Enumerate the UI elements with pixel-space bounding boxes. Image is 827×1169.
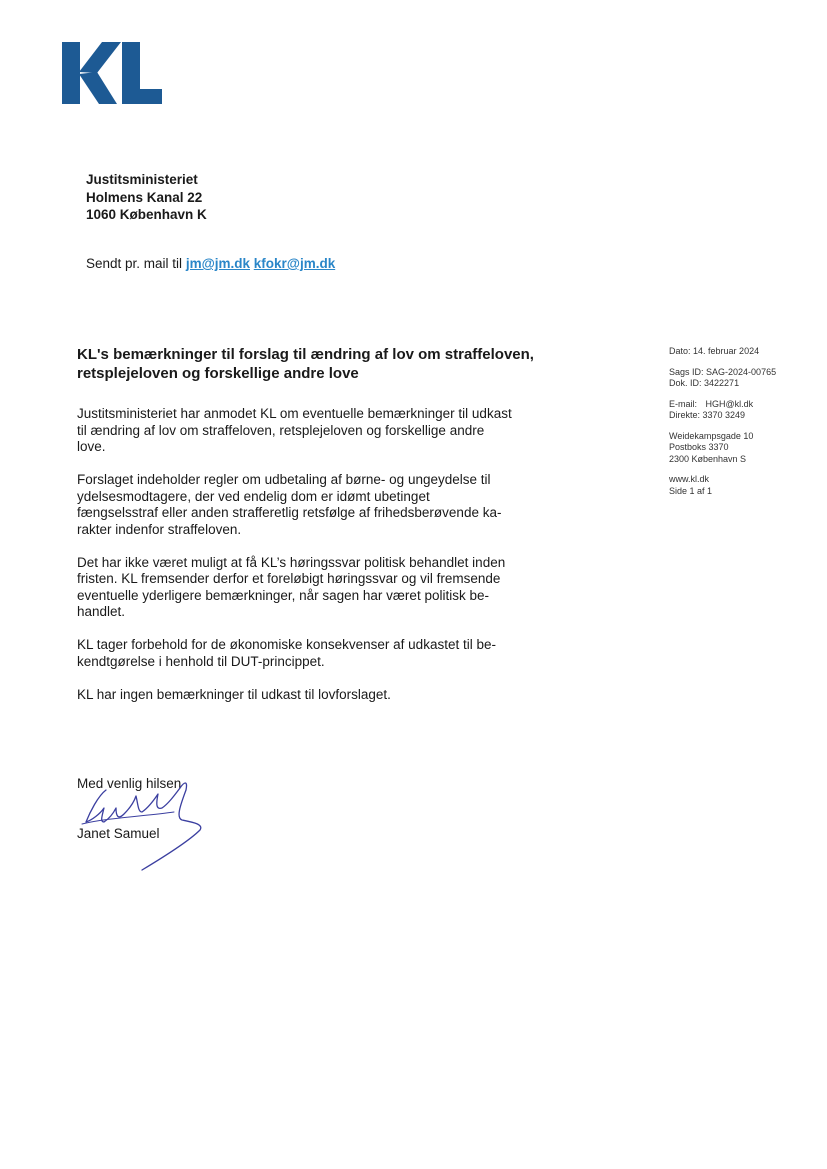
text-line: KL har ingen bemærkninger til udkast til lovforslaget. <box>77 686 391 702</box>
text-line: KL tager forbehold for de økonomiske konsekvenser af udkastet til be- <box>77 637 496 652</box>
email-link-kfokr[interactable]: kfokr@jm.dk <box>253 256 336 271</box>
website-link[interactable]: www.kl.dk <box>669 474 710 484</box>
email-label: E-mail: <box>669 398 698 409</box>
page-indicator: Side 1 af 1 <box>669 485 713 496</box>
text-line: ydelsesmodtagere, der ved endelig dom er idømt ubetinget <box>77 488 430 504</box>
direct-label: Direkte: <box>669 410 701 420</box>
text-line: Forslaget indeholder regler om udbetaling af børne- og ungeydelse til <box>77 472 491 487</box>
email-value[interactable]: HGH@kl.dk <box>705 398 754 409</box>
direct-value: 3370 3249 <box>702 410 746 420</box>
letter-metadata <box>669 346 776 506</box>
date-row <box>669 346 776 358</box>
address-line: 2300 København S <box>669 453 747 464</box>
text-line: til ændring af lov om straffeloven, retsplejeloven og forskellige andre <box>77 422 485 438</box>
sent-prefix: Sendt pr. mail til <box>86 256 183 271</box>
sent-by-mail-line <box>86 256 335 271</box>
text-line: kendtgørelse i henhold til DUT-princippet. <box>77 653 325 669</box>
closing-greeting: Med venlig hilsen <box>77 776 182 791</box>
sags-id-label: Sags ID: <box>669 366 704 377</box>
address-line: Postboks 3370 <box>669 442 729 452</box>
letter-body <box>77 406 597 720</box>
text-line: fristen. KL fremsender derfor et foreløbigt høringssvar og vil fremsende <box>77 571 501 586</box>
recipient-city: 1060 København K <box>86 207 207 222</box>
paragraph <box>77 637 597 670</box>
direct-phone-row <box>669 410 776 422</box>
kl-logo <box>62 42 162 104</box>
email-row <box>669 399 776 411</box>
title-line: KL's bemærkninger til forslag til ændring af lov om straffeloven, <box>77 346 534 363</box>
sags-id-row <box>669 367 776 379</box>
text-line: love. <box>77 439 106 454</box>
text-line: Det har ikke været muligt at få KL’s høringssvar politisk behandlet inden <box>77 554 506 570</box>
date-value: 14. februar 2024 <box>693 346 760 356</box>
text-line: fængselsstraf eller anden strafferetlig retsfølge af frihedsberøvende ka- <box>77 505 502 520</box>
recipient-street: Holmens Kanal 22 <box>86 189 203 205</box>
dok-id-label: Dok. ID: <box>669 378 702 388</box>
email-link-jm[interactable]: jm@jm.dk <box>185 256 250 271</box>
dok-id-value: 3422271 <box>704 378 740 388</box>
sags-id-value: SAG-2024-00765 <box>706 366 777 377</box>
paragraph <box>77 472 597 538</box>
address-line: Weidekampsgade 10 <box>669 430 754 441</box>
text-line: rakter indenfor straffeloven. <box>77 521 242 537</box>
date-label: Dato: <box>669 346 691 356</box>
text-line: eventuelle yderligere bemærkninger, når sagen har været politisk be- <box>77 587 489 603</box>
paragraph <box>77 687 597 704</box>
paragraph <box>77 555 597 621</box>
text-line: Justitsministeriet har anmodet KL om eventuelle bemærkninger til udkast <box>77 406 512 421</box>
signer-name: Janet Samuel <box>77 826 160 841</box>
dok-id-row <box>669 378 776 390</box>
letter-title <box>77 346 597 383</box>
paragraph <box>77 406 597 456</box>
title-line: retsplejeloven og forskellige andre love <box>77 364 359 382</box>
recipient-address <box>86 171 207 224</box>
recipient-name: Justitsministeriet <box>86 172 198 187</box>
text-line: handlet. <box>77 604 126 619</box>
